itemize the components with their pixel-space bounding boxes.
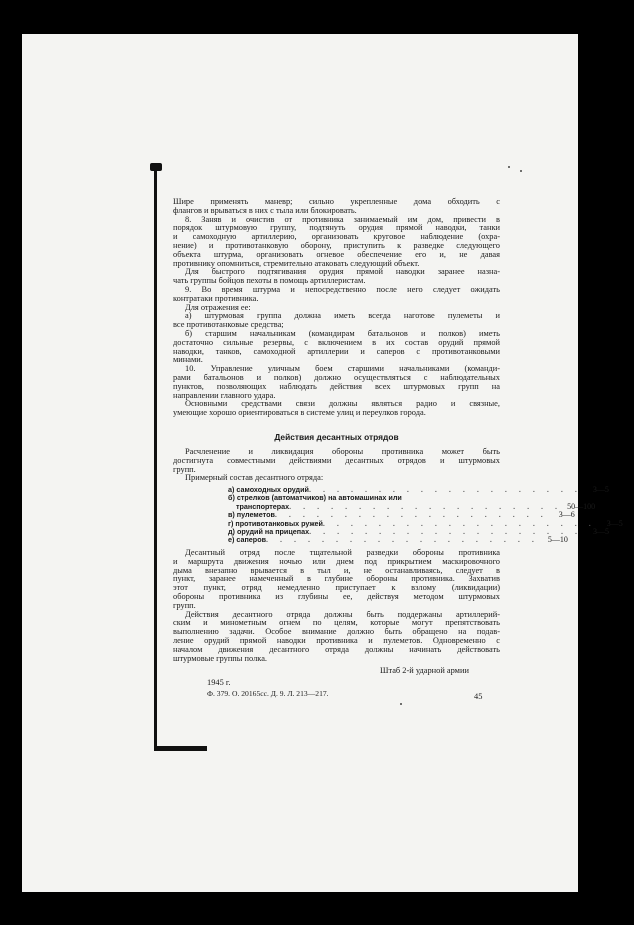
scan-speck	[508, 166, 510, 168]
scan-edge-line	[154, 166, 157, 751]
text-line: ским и минометным огнем по целям, которые могут препятствовать	[173, 618, 500, 628]
text-line: умеющие хорошо ориентироваться в системе улиц и переулков города.	[173, 408, 426, 418]
text-line: все противотанковые средства;	[173, 320, 284, 330]
table-row	[228, 535, 568, 545]
text-line: наводки, танков, самоходной артиллерии и саперов с противотанковыми	[173, 346, 500, 356]
text-line: объекта штурма, организовать огневое обеспечение его и, не давая	[173, 249, 500, 259]
text-line: 10. Управление уличным боем старшими начальниками (команди-	[185, 364, 500, 374]
text-line: и маршрута движения ночью или днем под прикрытием маскировочного	[173, 556, 500, 566]
row-value: 3—6	[558, 510, 575, 520]
scan-artifact	[150, 163, 162, 171]
row-value: 3—5	[606, 518, 623, 528]
paragraph	[173, 549, 500, 611]
text-line: Расчленение и ликвидация обороны противника может быть	[185, 447, 500, 456]
paragraph	[173, 216, 500, 269]
text-line: ление орудий прямой наводки противника и пулеметов. Одновременно с	[173, 635, 500, 645]
row-value: 50—100	[567, 501, 596, 511]
row-label: г) противотанковых ружей	[228, 518, 323, 528]
paragraph	[173, 198, 500, 216]
text-line: 9. Во время штурма и непосредственно после него следует ожидать	[185, 284, 500, 294]
text-line: направлении главного удара.	[173, 390, 276, 400]
leader-dots: . . . . . . . . . . . . . . . . . . . .	[322, 518, 596, 528]
archive-reference: Ф. 379. О. 20165сс. Д. 9. Л. 213—217.	[207, 689, 329, 698]
leader-dots: . . . . . . . . . . . . . . . . . . . .	[274, 510, 548, 520]
text-line: достигнута совместными действиями десантных отрядов и штурмовых	[173, 455, 500, 465]
row-value: 5—10	[547, 535, 568, 545]
row-label: д) орудий на прицепах	[228, 526, 310, 536]
text-line: чать группы бойцов пехоты в помощь артиллеристам.	[173, 276, 366, 286]
leader-dots: . . . . . . . . . . . . . . . . . . . .	[289, 501, 563, 511]
scan-artifact-bar	[157, 746, 207, 751]
leader-dots: . . . . . . . . . . . . . . . . . . . .	[308, 485, 582, 494]
body-text-top	[173, 198, 500, 418]
text-line: достаточно сильные резервы, с включением в их состав орудий прямой	[173, 337, 500, 347]
scan-speck	[520, 170, 522, 172]
text-line: Для быстрого подтягивания орудия прямой наводки заранее назна-	[185, 267, 500, 277]
row-label: а) самоходных орудий	[228, 485, 309, 494]
page-number: 45	[474, 692, 483, 701]
text-line: Примерный состав десантного отряда:	[185, 473, 324, 483]
composition-table	[228, 485, 623, 545]
text-line: Действия десантного отряда должны быть поддержаны артиллерий-	[185, 609, 500, 619]
paragraph	[173, 330, 500, 365]
text-line: флангов и врываться в них с тыла или блокировать.	[173, 205, 357, 215]
text-line: минами.	[173, 355, 203, 365]
paragraph	[173, 400, 500, 418]
paragraph	[173, 365, 500, 400]
text-line: Для отражения ее:	[185, 302, 251, 312]
text-line: рами батальонов и полков) должно осуществляться с наблюдательных	[173, 372, 500, 382]
section-heading: Действия десантных отрядов	[274, 432, 399, 442]
text-line: контратаки противника.	[173, 293, 259, 303]
row-label: в) пулеметов	[228, 510, 275, 520]
scan-speck	[400, 703, 402, 705]
text-line: 8. Заняв и очистив от противника занимаемый им дом, привести в	[185, 214, 500, 224]
text-line: б) старшим начальникам (командирам батальонов и полков) иметь	[185, 328, 500, 338]
text-line: порядок штурмовую группу, подтянуть орудия прямой наводки, танки	[173, 223, 500, 233]
text-line: Основными средствами связи должны являться радио и связные,	[185, 399, 500, 409]
row-label: транспортерах	[228, 501, 290, 511]
body-text-bottom	[173, 549, 500, 663]
text-line: началом движения десантного отряда должны начинать действовать	[173, 644, 500, 654]
text-line: пунктов, позволяющих наблюдать действия всех штурмовых групп на	[173, 381, 500, 391]
row-value: 3—5	[592, 526, 609, 536]
signature: Штаб 2-й ударной армии	[380, 666, 469, 675]
text-line: этот пункт, отряд немедленно приступает к взлому (ликвидации)	[173, 583, 500, 593]
document-year: 1945 г.	[207, 678, 231, 687]
text-line: обороны противника из глубины ее, действуя методом штурмовых	[173, 591, 500, 601]
text-line: нение) и противотанковую оборону, приступить к разведке следующего	[173, 240, 500, 250]
text-line: противнику опомниться, стремительно атаковать следующий объект.	[173, 258, 420, 268]
text-line: Шире применять маневр; сильно укрепленные дома обходить с	[173, 197, 500, 206]
text-line: пункт, заранее намеченный в глубине обороны противника. Захватив	[173, 574, 500, 584]
leader-dots: . . . . . . . . . . . . . . . . . . . .	[309, 526, 582, 536]
paragraph	[173, 286, 500, 304]
text-line: групп.	[173, 464, 196, 474]
leader-dots: . . . . . . . . . . . . . . . . . . . .	[266, 535, 539, 545]
text-line: штурмовые группы полка.	[173, 653, 268, 663]
body-text-intro	[173, 448, 500, 483]
row-value: 3—5	[592, 485, 609, 494]
text-line: дыма внезапно врывается в тыл и, не останавливаясь, следует в	[173, 565, 500, 575]
paragraph	[173, 448, 500, 474]
paragraph	[173, 611, 500, 664]
text-line: и самоходную артиллерию, организовать круговое наблюдение (охра-	[173, 232, 500, 242]
row-label: б) стрелков (автоматчиков) на автомашинах или	[228, 493, 402, 503]
text-line: выполнению задачи. Особое внимание должно быть обращено на подав-	[173, 627, 500, 637]
paragraph	[173, 474, 500, 483]
row-label: е) саперов	[228, 535, 267, 545]
text-line: групп.	[173, 600, 196, 610]
text-line: а) штурмовая группа должна иметь всегда наготове пулеметы и	[185, 311, 500, 321]
paragraph	[173, 268, 500, 286]
text-line: Десантный отряд после тщательной разведки обороны противника	[185, 548, 500, 557]
paragraph	[173, 312, 500, 330]
